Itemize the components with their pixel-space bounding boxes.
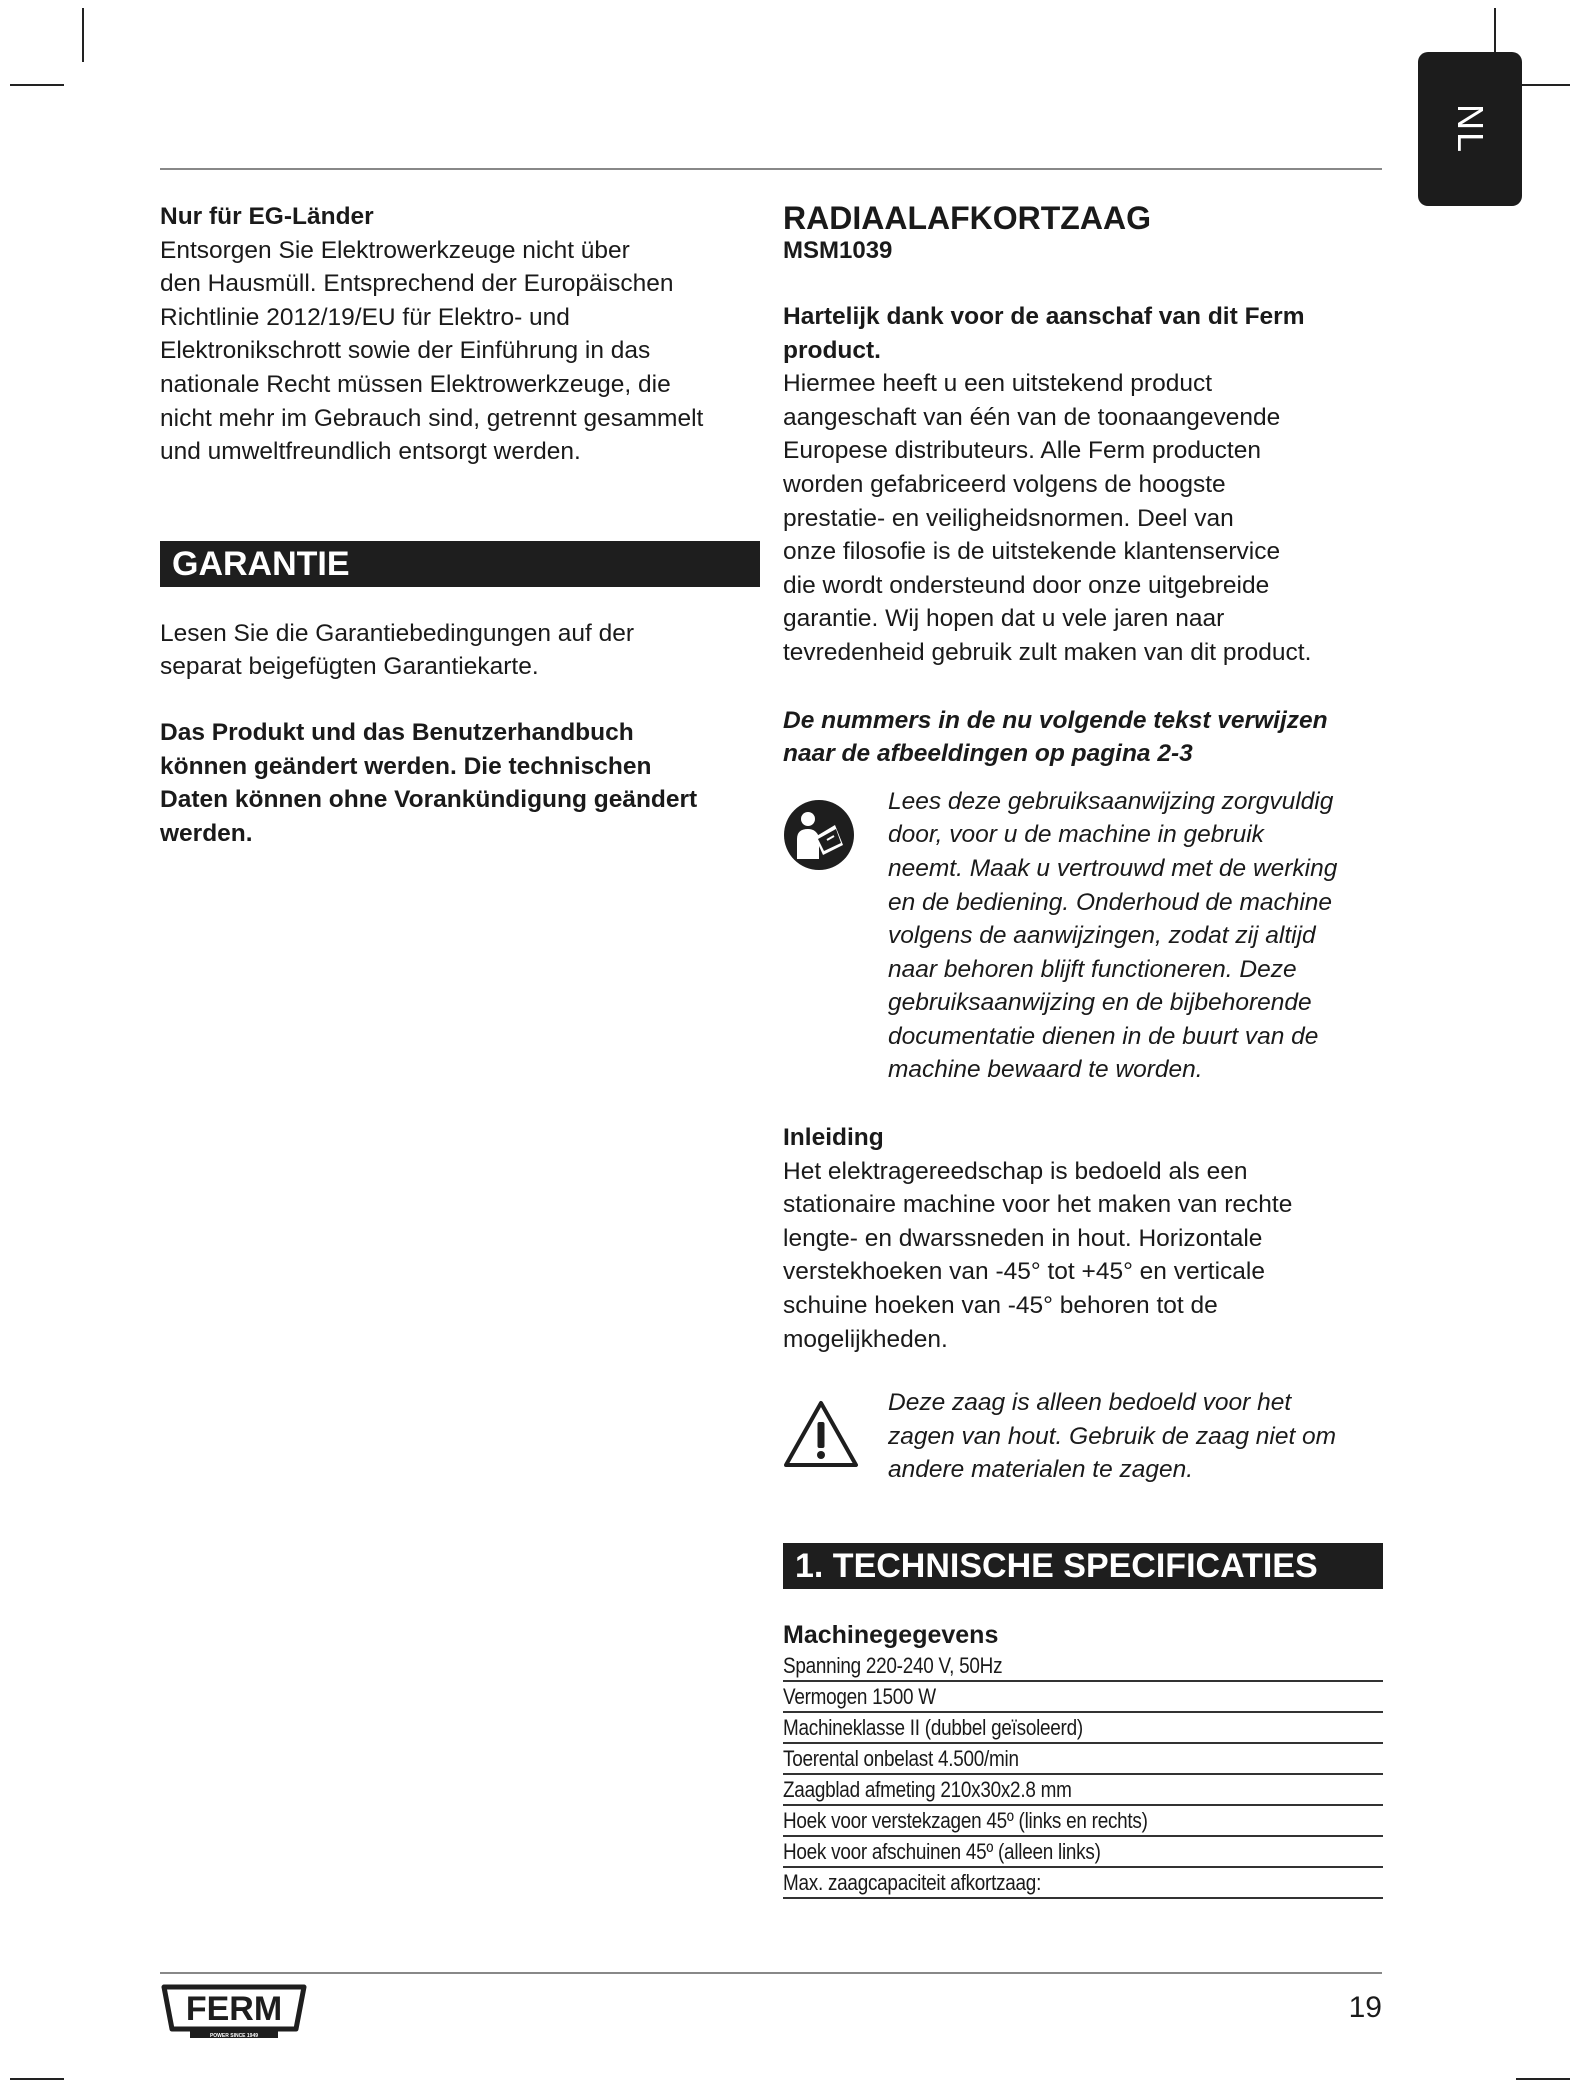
- spec-value: Max. zaagcapaciteit afkortzaag:: [783, 1870, 1042, 1895]
- change-notice: [160, 716, 760, 850]
- garantie-line: Lesen Sie die Garantiebedingungen auf der: [160, 619, 635, 647]
- spec-row: [783, 1651, 1383, 1682]
- crop-mark: [10, 2078, 64, 2080]
- manual-line: naar behoren blijft functioneren. Deze: [888, 955, 1297, 983]
- warning-text: [888, 1386, 1383, 1487]
- read-manual-block: [783, 785, 1383, 1087]
- left-column: [160, 200, 760, 850]
- intro-line: onze filosofie is de uitstekende klantenservice: [783, 538, 1281, 566]
- manual-line: machine bewaard te worden.: [888, 1056, 1203, 1084]
- spec-value: Zaagblad afmeting 210x30x2.8 mm: [783, 1777, 1072, 1802]
- inleiding-line: schuine hoeken van -45° behoren tot de: [783, 1292, 1218, 1320]
- spec-row: [783, 1868, 1383, 1899]
- spec-row: [783, 1837, 1383, 1868]
- spec-row: [783, 1713, 1383, 1744]
- intro-line: prestatie- en veiligheidsnormen. Deel van: [783, 504, 1234, 532]
- eu-heading: Nur für EG-Länder: [160, 203, 374, 230]
- product-title: RADIAALAFKORTZAAG: [783, 200, 1151, 236]
- logo-tagline: POWER SINCE 1949: [209, 2033, 259, 2039]
- wood-only-warning: [783, 1386, 1383, 1487]
- intro-line: die wordt ondersteund door onze uitgebreide: [783, 571, 1270, 599]
- spec-row: [783, 1744, 1383, 1775]
- intro-line: Europese distributeurs. Alle Ferm producten: [783, 437, 1261, 465]
- read-manual-icon: [783, 799, 855, 871]
- spec-value: Vermogen 1500 W: [783, 1684, 936, 1709]
- inleiding-line: lengte- en dwarssneden in hout. Horizontale: [783, 1224, 1263, 1252]
- numbers-line: De nummers in de nu volgende tekst verwijzen: [783, 706, 1328, 734]
- intro-line: aangeschaft van één van de toonaangevende: [783, 403, 1281, 431]
- eu-line: und umweltfreundlich entsorgt werden.: [160, 438, 581, 466]
- manual-line: volgens de aanwijzingen, zodat zij altijd: [888, 922, 1316, 950]
- warning-line: Deze zaag is alleen bedoeld voor het: [888, 1389, 1292, 1417]
- intro-line: garantie. Wij hopen dat u vele jaren naar: [783, 605, 1225, 633]
- intro-line: tevredenheid gebruik zult maken van dit product.: [783, 638, 1312, 666]
- garantie-paragraph: [160, 617, 760, 684]
- spec-value: Machineklasse II (dubbel geïsoleerd): [783, 1715, 1083, 1740]
- warning-icon: [783, 1400, 859, 1468]
- eu-line: nicht mehr im Gebrauch sind, getrennt gesammelt: [160, 404, 704, 432]
- header-rule: [160, 168, 1382, 170]
- logo-wordmark: FERM: [185, 1990, 283, 2028]
- thanks-line: product.: [783, 336, 881, 364]
- manual-line: neemt. Maak u vertrouwd met de werking: [888, 854, 1338, 882]
- warning-line: andere materialen te zagen.: [888, 1456, 1194, 1484]
- language-tab: [1418, 52, 1522, 206]
- footer-rule: [160, 1972, 1382, 1974]
- figure-reference-note: [783, 704, 1383, 771]
- spec-value: Spanning 220-240 V, 50Hz: [783, 1653, 1003, 1678]
- notice-line: Daten können ohne Vorankündigung geändert: [160, 786, 698, 814]
- notice-line: können geändert werden. Die technischen: [160, 752, 652, 780]
- language-tab-label: NL: [1450, 103, 1491, 155]
- technical-specs-section-title: 1. TECHNISCHE SPECIFICATIES: [783, 1543, 1383, 1589]
- spec-heading: Machinegegevens: [783, 1621, 999, 1649]
- eu-line: Entsorgen Sie Elektrowerkzeuge nicht über: [160, 236, 630, 264]
- right-column: [783, 200, 1383, 1899]
- read-manual-text: [888, 785, 1383, 1087]
- spec-value: Toerental onbelast 4.500/min: [783, 1746, 1019, 1771]
- thanks-line: Hartelijk dank voor de aanschaf van dit Ferm: [783, 303, 1305, 330]
- model-number: MSM1039: [783, 237, 893, 264]
- inleiding-line: Het elektragereedschap is bedoeld als een: [783, 1157, 1248, 1185]
- ferm-logo: [160, 1983, 308, 2039]
- intro-line: Hiermee heeft u een uitstekend product: [783, 370, 1213, 398]
- eu-paragraph: [160, 234, 760, 469]
- eu-line: Elektronikschrott sowie der Einführung in das: [160, 337, 651, 365]
- spec-row: [783, 1775, 1383, 1806]
- numbers-line: naar de afbeeldingen op pagina 2-3: [783, 740, 1193, 768]
- manual-line: door, voor u de machine in gebruik: [888, 821, 1264, 849]
- crop-mark: [82, 8, 84, 62]
- thanks-heading: [783, 300, 1383, 367]
- intro-line: worden gefabriceerd volgens de hoogste: [783, 470, 1226, 498]
- spec-value: Hoek voor verstekzagen 45º (links en rechts): [783, 1808, 1148, 1833]
- notice-line: werden.: [160, 819, 253, 847]
- page-number: 19: [1348, 1991, 1382, 2024]
- crop-mark: [10, 84, 64, 86]
- eu-line: den Hausmüll. Entsprechend der Europäischen: [160, 270, 674, 298]
- spec-row: [783, 1682, 1383, 1713]
- spec-value: Hoek voor afschuinen 45º (alleen links): [783, 1839, 1101, 1864]
- manual-line: Lees deze gebruiksaanwijzing zorgvuldig: [888, 787, 1334, 815]
- spec-table: [783, 1651, 1383, 1899]
- manual-line: gebruiksaanwijzing en de bijbehorende: [888, 989, 1312, 1017]
- inleiding-line: verstekhoeken van -45° tot +45° en verticale: [783, 1258, 1265, 1286]
- inleiding-line: stationaire machine voor het maken van rechte: [783, 1191, 1293, 1219]
- garantie-line: separat beigefügten Garantiekarte.: [160, 653, 539, 681]
- crop-mark: [1516, 2078, 1570, 2080]
- crop-mark: [1516, 84, 1570, 86]
- notice-line: Das Produkt und das Benutzerhandbuch: [160, 718, 634, 746]
- warning-line: zagen van hout. Gebruik de zaag niet om: [888, 1422, 1337, 1450]
- eu-line: nationale Recht müssen Elektrowerkzeuge, die: [160, 370, 671, 398]
- inleiding-paragraph: [783, 1155, 1383, 1357]
- eu-line: Richtlinie 2012/19/EU für Elektro- und: [160, 303, 570, 331]
- manual-line: documentatie dienen in de buurt van de: [888, 1022, 1319, 1050]
- manual-line: en de bediening. Onderhoud de machine: [888, 888, 1333, 916]
- intro-paragraph: [783, 367, 1383, 669]
- garantie-section-title: GARANTIE: [160, 541, 760, 587]
- spec-row: [783, 1806, 1383, 1837]
- inleiding-line: mogelijkheden.: [783, 1325, 948, 1353]
- inleiding-heading: Inleiding: [783, 1124, 884, 1152]
